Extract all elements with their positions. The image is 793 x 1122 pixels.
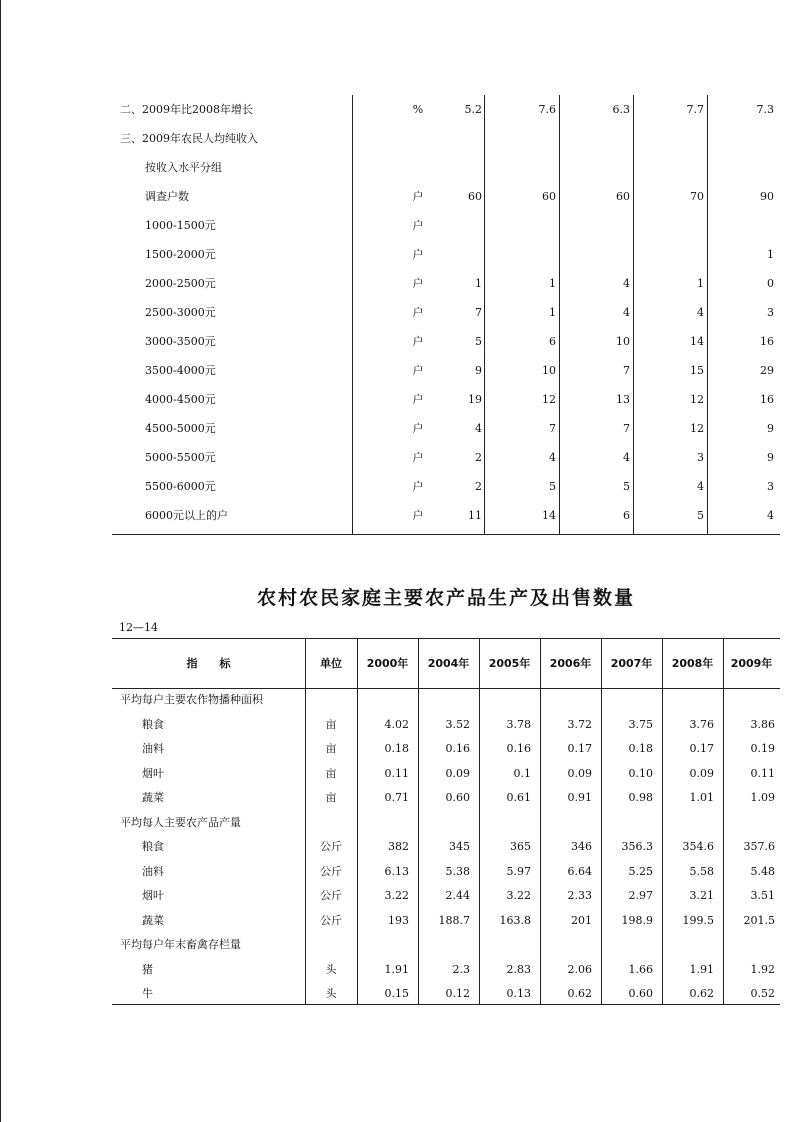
table-cell: 365	[510, 840, 531, 853]
table-row	[112, 385, 780, 414]
row-label: 按收入水平分组	[145, 161, 222, 174]
table-row	[112, 211, 780, 240]
table-cell: 0.17	[689, 742, 714, 755]
table-cell: 3	[767, 306, 774, 319]
row-unit: 户	[412, 451, 424, 464]
table-cell: 16	[760, 335, 774, 348]
table-cell: 3.51	[750, 889, 775, 902]
table-cell: 9	[767, 422, 774, 435]
row-label: 平均每户年末畜禽存栏量	[120, 938, 241, 951]
table-cell: 7	[475, 306, 482, 319]
table-cell: 0.18	[384, 742, 409, 755]
table-cell: 0.60	[628, 987, 653, 1000]
table-cell: 1	[767, 248, 774, 261]
row-label: 调查户数	[145, 190, 189, 203]
table-cell: 163.8	[499, 913, 531, 927]
table-cell: 2.97	[628, 889, 653, 902]
table-cell: 0.19	[750, 742, 775, 755]
table-cell: 0.09	[567, 766, 592, 780]
table-cell: 2.3	[452, 962, 470, 976]
table-cell: 2.33	[567, 889, 592, 902]
table-cell: 6.64	[567, 864, 592, 878]
table-cell: 5.48	[750, 864, 775, 878]
row-label: 平均每人主要农产品产量	[120, 815, 241, 829]
table-row	[112, 713, 780, 738]
row-unit: 户	[412, 335, 424, 348]
table-cell: 0.09	[689, 766, 714, 780]
row-label: 4000-4500元	[145, 393, 216, 406]
table-row	[112, 443, 780, 472]
table-cell: 4	[767, 509, 774, 522]
row-unit: 公斤	[320, 840, 342, 853]
table-cell: 0.15	[384, 987, 409, 1000]
table-cell: 60	[542, 190, 556, 203]
row-unit: 公斤	[320, 889, 342, 902]
table-cell: 29	[760, 364, 774, 377]
table-row	[112, 95, 780, 124]
table-row	[112, 269, 780, 298]
header-year: 2000年	[366, 657, 409, 670]
table-cell: 0.17	[567, 742, 592, 755]
table-cell: 3.76	[689, 717, 714, 731]
row-label: 3000-3500元	[145, 335, 216, 348]
table-cell: 356.3	[621, 840, 653, 853]
table-row	[112, 933, 780, 958]
table-cell: 1.91	[689, 962, 714, 976]
header-year: 2006年	[549, 657, 592, 670]
row-label: 5000-5500元	[145, 451, 216, 464]
table-cell: 4	[549, 451, 556, 464]
table-row	[112, 501, 780, 530]
table-cell: 357.6	[743, 840, 775, 853]
table-row	[112, 786, 780, 811]
header-indicator: 指 标	[186, 657, 231, 670]
row-label: 4500-5000元	[145, 422, 216, 435]
table-row	[112, 182, 780, 211]
table-cell: 9	[475, 364, 482, 377]
row-unit: 头	[325, 962, 337, 976]
header-year: 2004年	[427, 657, 470, 670]
row-label: 5500-6000元	[145, 480, 216, 493]
table-row	[112, 153, 780, 182]
table-row	[112, 472, 780, 501]
row-label: 三、2009年农民人均纯收入	[120, 132, 258, 145]
row-label: 2500-3000元	[145, 306, 216, 319]
row-label: 2000-2500元	[145, 277, 216, 290]
table-cell: 0.62	[689, 987, 714, 1000]
table-cell: 4	[623, 451, 630, 464]
row-unit: 亩	[325, 717, 337, 731]
table-cell: 4	[623, 306, 630, 319]
table-cell: 3.22	[384, 889, 409, 902]
table-cell: 16	[760, 393, 774, 406]
row-unit: %	[412, 103, 424, 116]
table-cell: 1.66	[628, 962, 653, 976]
table-cell: 4	[697, 480, 704, 493]
table-cell: 0.61	[506, 791, 531, 804]
table-cell: 10	[542, 364, 556, 377]
row-unit: 户	[412, 248, 424, 261]
row-label: 烟叶	[142, 889, 164, 902]
table-cell: 0.11	[384, 766, 409, 780]
table-cell: 10	[616, 335, 630, 348]
table-cell: 2.83	[506, 962, 531, 976]
income-group-table	[112, 95, 780, 535]
table-cell: 193	[388, 913, 409, 927]
table-cell: 198.9	[621, 913, 653, 927]
row-label: 6000元以上的户	[145, 509, 228, 522]
row-unit: 户	[412, 364, 424, 377]
table-row	[112, 958, 780, 983]
table-row	[112, 124, 780, 153]
header-unit: 单位	[320, 657, 342, 670]
table-cell: 201.5	[743, 913, 775, 927]
table-cell: 14	[542, 509, 556, 522]
table-title: 农村农民家庭主要农产品生产及出售数量	[256, 587, 635, 609]
table-cell: 4.02	[384, 717, 409, 731]
table-cell: 5.58	[689, 864, 714, 878]
table-cell: 60	[468, 190, 482, 203]
table-cell: 201	[571, 913, 592, 927]
table-cell: 5.97	[506, 864, 531, 878]
row-label: 粮食	[142, 840, 164, 853]
table-cell: 354.6	[682, 840, 714, 853]
table-cell: 1	[549, 277, 556, 290]
table-cell: 7	[623, 422, 630, 435]
table-cell: 0.18	[628, 742, 653, 755]
row-unit: 亩	[325, 766, 337, 780]
table-cell: 4	[623, 277, 630, 290]
table-cell: 1	[549, 306, 556, 319]
table-cell: 6	[549, 335, 556, 348]
header-year: 2007年	[610, 657, 653, 670]
table-cell: 90	[760, 190, 774, 203]
table-cell: 0.71	[384, 791, 409, 804]
table-cell: 0.11	[750, 766, 775, 780]
table-cell: 9	[767, 451, 774, 464]
row-label: 烟叶	[142, 766, 164, 780]
row-unit: 户	[412, 393, 424, 406]
table-cell: 60	[616, 190, 630, 203]
table-row	[112, 835, 780, 860]
table-cell: 2.06	[567, 962, 592, 976]
row-unit: 户	[412, 422, 424, 435]
table-row	[112, 737, 780, 762]
row-label: 蔬菜	[142, 913, 164, 927]
table-cell: 5.2	[464, 103, 482, 116]
row-unit: 公斤	[320, 864, 342, 878]
table-cell: 70	[690, 190, 704, 203]
table-cell: 5	[697, 509, 704, 522]
table-cell: 188.7	[438, 913, 470, 927]
table-cell: 3.78	[506, 717, 531, 731]
table-cell: 4	[697, 306, 704, 319]
table-cell: 14	[690, 335, 704, 348]
table-cell: 0.91	[567, 791, 592, 804]
table-cell: 382	[388, 840, 409, 853]
table-cell: 0.13	[506, 987, 531, 1000]
table-cell: 1.01	[689, 791, 714, 804]
row-unit: 户	[412, 509, 424, 522]
table-cell: 6.13	[384, 864, 409, 878]
table-cell: 0.1	[513, 766, 531, 780]
table-cell: 7.7	[686, 103, 704, 116]
table-cell: 6	[623, 509, 630, 522]
table-cell: 1.92	[750, 962, 775, 976]
row-label: 油料	[142, 864, 164, 878]
table-cell: 5	[549, 480, 556, 493]
row-unit: 亩	[325, 791, 337, 804]
table-row	[112, 688, 780, 713]
row-label: 1000-1500元	[145, 219, 216, 232]
row-label: 油料	[142, 742, 164, 755]
table-cell: 7	[549, 422, 556, 435]
row-unit: 户	[412, 219, 424, 232]
table-cell: 0.12	[445, 987, 470, 1000]
table-row	[112, 327, 780, 356]
table-cell: 12	[542, 393, 556, 406]
table-cell: 2	[475, 480, 482, 493]
table-cell: 11	[468, 509, 482, 522]
table-cell: 3.22	[506, 889, 531, 902]
table-cell: 1	[475, 277, 482, 290]
table-row	[112, 298, 780, 327]
row-unit: 户	[412, 190, 424, 203]
table-bottom-rule	[112, 534, 780, 535]
table-cell: 0.16	[445, 742, 470, 755]
table-cell: 3.72	[567, 717, 592, 731]
table-cell: 3.86	[750, 717, 775, 731]
table-cell: 7	[623, 364, 630, 377]
page-left-border	[0, 0, 1, 1122]
row-label: 猪	[142, 962, 153, 976]
header-year: 2005年	[488, 657, 531, 670]
row-unit: 公斤	[320, 913, 342, 927]
table-cell: 6.3	[612, 103, 630, 116]
table-cell: 5.38	[445, 864, 470, 878]
table-row	[112, 240, 780, 269]
table-cell: 4	[475, 422, 482, 435]
table-row	[112, 414, 780, 443]
row-unit: 户	[412, 306, 424, 319]
table-cell: 0.10	[628, 766, 653, 780]
table-cell: 3.21	[689, 889, 714, 902]
table-cell: 1.09	[750, 791, 775, 804]
table-row	[112, 909, 780, 934]
row-label: 1500-2000元	[145, 248, 216, 261]
row-label: 平均每户主要农作物播种面积	[120, 693, 263, 706]
table-cell: 3.52	[445, 717, 470, 731]
table-row	[112, 811, 780, 836]
row-label: 3500-4000元	[145, 364, 216, 377]
table-cell: 13	[616, 393, 630, 406]
row-label: 二、2009年比2008年增长	[120, 103, 253, 116]
table-cell: 5	[475, 335, 482, 348]
table-cell: 0.62	[567, 987, 592, 1000]
row-label: 粮食	[142, 717, 164, 731]
table-cell: 0	[767, 277, 774, 290]
table-cell: 0.09	[445, 766, 470, 780]
table-row	[112, 982, 780, 1007]
table-cell: 0.98	[628, 791, 653, 804]
table-cell: 15	[690, 364, 704, 377]
row-label: 牛	[142, 987, 153, 1000]
row-unit: 户	[412, 480, 424, 493]
header-year: 2008年	[671, 657, 714, 670]
table-row	[112, 884, 780, 909]
row-unit: 亩	[325, 742, 337, 755]
table-cell: 2.44	[445, 889, 470, 902]
table-cell: 345	[449, 840, 470, 853]
table-cell: 1	[697, 277, 704, 290]
table-cell: 0.16	[506, 742, 531, 755]
agricultural-production-table	[112, 638, 780, 1005]
table-cell: 19	[468, 393, 482, 406]
table-cell: 3	[697, 451, 704, 464]
table-cell: 0.60	[445, 791, 470, 804]
table-cell: 3	[767, 480, 774, 493]
table-cell: 0.52	[750, 987, 775, 1000]
table-cell: 12	[690, 393, 704, 406]
table-cell: 346	[571, 840, 592, 853]
row-unit: 户	[412, 277, 424, 290]
table-row	[112, 762, 780, 787]
table-row	[112, 356, 780, 385]
table-cell: 12	[690, 422, 704, 435]
table-cell: 5.25	[628, 864, 653, 878]
table-cell: 199.5	[682, 913, 714, 927]
table-cell: 1.91	[384, 962, 409, 976]
table-code: 12—14	[119, 621, 158, 634]
table-cell: 7.6	[538, 103, 556, 116]
table-cell: 5	[623, 480, 630, 493]
table-cell: 2	[475, 451, 482, 464]
header-year: 2009年	[730, 657, 773, 670]
table-cell: 3.75	[628, 717, 653, 731]
table-row	[112, 860, 780, 885]
table-cell: 7.3	[756, 103, 774, 116]
row-unit: 头	[325, 987, 337, 1000]
row-label: 蔬菜	[142, 791, 164, 804]
